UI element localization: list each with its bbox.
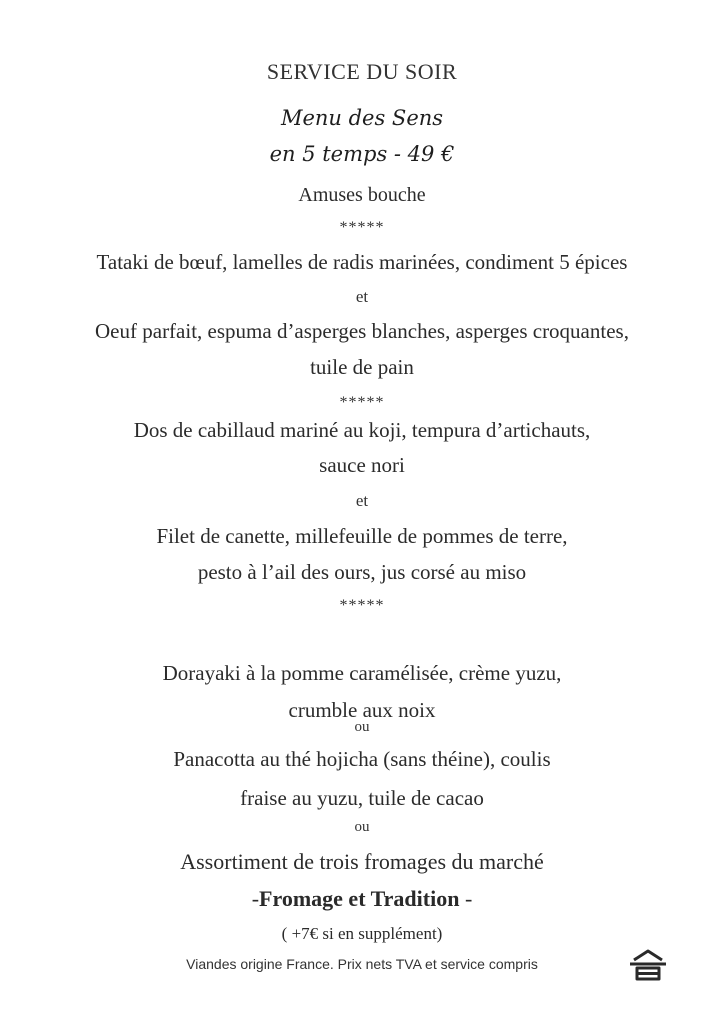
dessert-option-2-line-2: fraise au yuzu, tuile de cacao <box>240 786 484 810</box>
connector-ou: ou <box>354 819 370 835</box>
separator: ***** <box>339 597 385 614</box>
house-logo-icon <box>628 948 668 982</box>
course-amuses-bouche: Amuses bouche <box>298 184 426 206</box>
menu-name: Menu des Sens <box>280 106 444 130</box>
cheese-name: Fromage et Tradition <box>259 886 460 911</box>
supplement-note: ( +7€ si en supplément) <box>281 924 443 943</box>
separator: ***** <box>339 394 385 411</box>
main-option-1-line-2: sauce nori <box>319 453 405 477</box>
dessert-option-1-line-2: crumble aux noix <box>288 698 436 722</box>
separator: ***** <box>339 219 385 236</box>
cheese-line <box>0 888 724 910</box>
connector-et: et <box>355 287 369 306</box>
main-option-2-line-1: Filet de canette, millefeuille de pommes de terre, <box>156 524 568 548</box>
starter-option-2-line-1: Oeuf parfait, espuma d’asperges blanches, asperges croquantes, <box>95 319 629 343</box>
connector-et: et <box>355 491 369 510</box>
footer-note: Viandes origine France. Prix nets TVA et service compris <box>186 956 538 972</box>
main-option-2-line-2: pesto à l’ail des ours, jus corsé au miso <box>197 560 527 584</box>
main-option-1-line-1: Dos de cabillaud mariné au koji, tempura d’artichauts, <box>133 418 591 442</box>
dessert-option-1-line-1: Dorayaki à la pomme caramélisée, crème yuzu, <box>162 661 562 685</box>
page-title: SERVICE DU SOIR <box>266 59 458 84</box>
connector-ou: ou <box>354 719 370 735</box>
dessert-option-3: Assortiment de trois fromages du marché <box>180 849 544 874</box>
starter-option-1: Tataki de bœuf, lamelles de radis marinées, condiment 5 épices <box>96 250 628 274</box>
dessert-option-2-line-1: Panacotta au thé hojicha (sans théine), coulis <box>173 747 551 771</box>
menu-price: en 5 temps - 49 € <box>269 142 455 166</box>
starter-option-2-line-2: tuile de pain <box>310 355 414 379</box>
cheese-dash-right: - <box>459 886 473 911</box>
cheese-dash-left: - <box>251 886 260 911</box>
